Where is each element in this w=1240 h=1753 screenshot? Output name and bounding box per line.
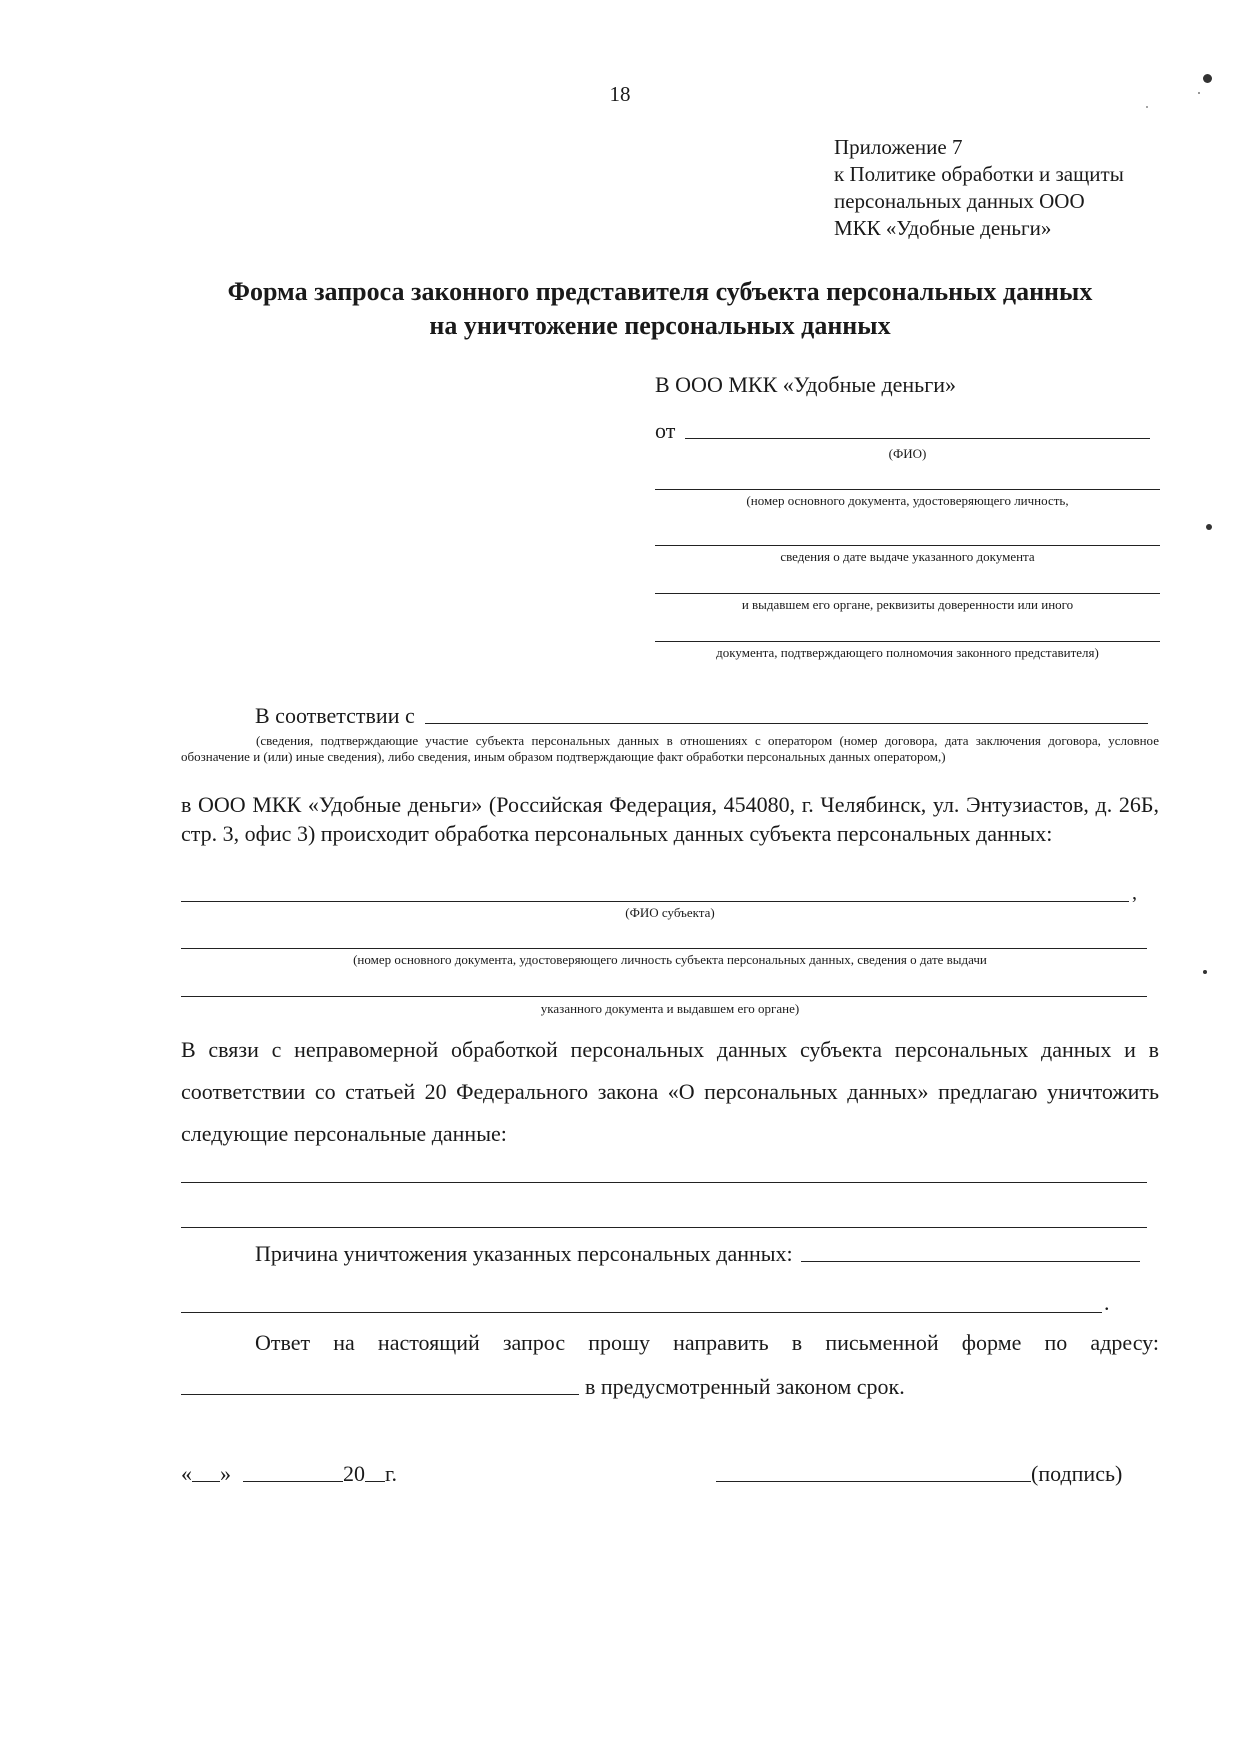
signature-row: [716, 1461, 1122, 1487]
scan-mark: [1203, 74, 1212, 83]
appendix-line: персональных данных ООО: [834, 189, 1085, 213]
from-doc-field-1[interactable]: [655, 489, 1160, 490]
date-year-suffix: г.: [385, 1461, 398, 1486]
from-doc-hint-4: документа, подтверждающего полномочия законного представителя): [716, 645, 1099, 660]
addressee: В ООО МКК «Удобные деньги»: [655, 372, 957, 397]
from-doc-hint-2: сведения о дате выдаче указанного документа: [780, 549, 1035, 564]
reason-row: [255, 1241, 1140, 1267]
page-number: 18: [609, 82, 631, 106]
date-day-field[interactable]: [192, 1461, 220, 1482]
data-field-2[interactable]: [181, 1227, 1147, 1228]
data-field-1[interactable]: [181, 1182, 1147, 1183]
subject-fio-comma: ,: [1132, 882, 1137, 904]
date-row: [181, 1461, 397, 1487]
title-line-2: на уничтожение персональных данных: [429, 311, 891, 340]
request-paragraph: В связи с неправомерной обработкой персональных данных субъекта персональных данных и в соответствии со статьей 20 Федерального закона «О персональных данных» предлагаю уничтожить следующие персональные данные:: [181, 1037, 1159, 1146]
from-fio-hint: (ФИО): [888, 446, 927, 461]
accordance-hint: (сведения, подтверждающие участие субъекта персональных данных в отношениях с оператором (номер договора, дата заключения договора, условное обозначение и (или) иные сведения), либо сведения, иным образом подтверждающие факт обработки персональных данных оператором,): [181, 733, 1159, 764]
date-year-prefix: 20: [343, 1461, 365, 1486]
date-open-quote: «: [181, 1461, 192, 1486]
reason-end-dot: .: [1104, 1290, 1110, 1315]
scan-mark: [1198, 92, 1200, 94]
appendix-line: Приложение 7: [834, 135, 963, 159]
title-line-1: Форма запроса законного представителя субъекта персональных данных: [227, 277, 1093, 306]
subject-doc-field-1[interactable]: [181, 948, 1147, 949]
scan-mark: [1206, 524, 1212, 530]
from-label: от: [655, 418, 676, 443]
from-doc-field-4[interactable]: [655, 641, 1160, 642]
from-row: [655, 418, 1150, 444]
date-close-quote: »: [220, 1461, 231, 1486]
accordance-field[interactable]: [425, 703, 1148, 724]
reply-row: [255, 1330, 1159, 1356]
from-fio-field[interactable]: [685, 418, 1150, 439]
signature-field[interactable]: [716, 1461, 1031, 1482]
reply-address-row: [181, 1374, 905, 1400]
scan-mark: [1146, 106, 1148, 108]
reply-text: Ответ на настоящий запрос прошу направить в письменной форме по адресу:: [255, 1330, 1159, 1355]
scan-mark: [1203, 970, 1207, 974]
reply-deadline: в предусмотренный законом срок.: [585, 1374, 905, 1399]
from-doc-hint-1: (номер основного документа, удостоверяющего личность,: [746, 493, 1069, 508]
date-month-field[interactable]: [243, 1461, 343, 1482]
subject-fio-hint: (ФИО субъекта): [625, 905, 715, 920]
appendix-header: [834, 134, 1124, 242]
date-year-field[interactable]: [365, 1461, 385, 1482]
processing-paragraph: в ООО МКК «Удобные деньги» (Российская Федерация, 454080, г. Челябинск, ул. Энтузиастов, д. 26Б, стр. 3, офис 3) происходит обработка персональных данных субъекта персональных данных:: [181, 792, 1159, 846]
from-doc-field-2[interactable]: [655, 545, 1160, 546]
from-doc-hint-3: и выдавшем его органе, реквизиты доверенности или иного: [741, 597, 1074, 612]
reason-field-1[interactable]: [801, 1241, 1140, 1262]
subject-doc-field-2[interactable]: [181, 996, 1147, 997]
document-title: [160, 275, 1160, 343]
reason-field-2[interactable]: [181, 1312, 1102, 1313]
appendix-line: к Политике обработки и защиты: [834, 162, 1124, 186]
accordance-row: [255, 703, 1148, 729]
from-doc-field-3[interactable]: [655, 593, 1160, 594]
reply-address-field[interactable]: [181, 1374, 579, 1395]
appendix-line: МКК «Удобные деньги»: [834, 216, 1052, 240]
signature-label: (подпись): [1031, 1461, 1123, 1486]
reason-label: Причина уничтожения указанных персональных данных:: [255, 1241, 793, 1266]
accordance-label: В соответствии с: [255, 703, 415, 728]
subject-fio-field[interactable]: [181, 901, 1129, 902]
subject-doc-hint-2: указанного документа и выдавшем его органе): [540, 1001, 800, 1016]
subject-doc-hint-1: (номер основного документа, удостоверяющего личность субъекта персональных данных, сведения о дате выдачи: [353, 952, 987, 967]
